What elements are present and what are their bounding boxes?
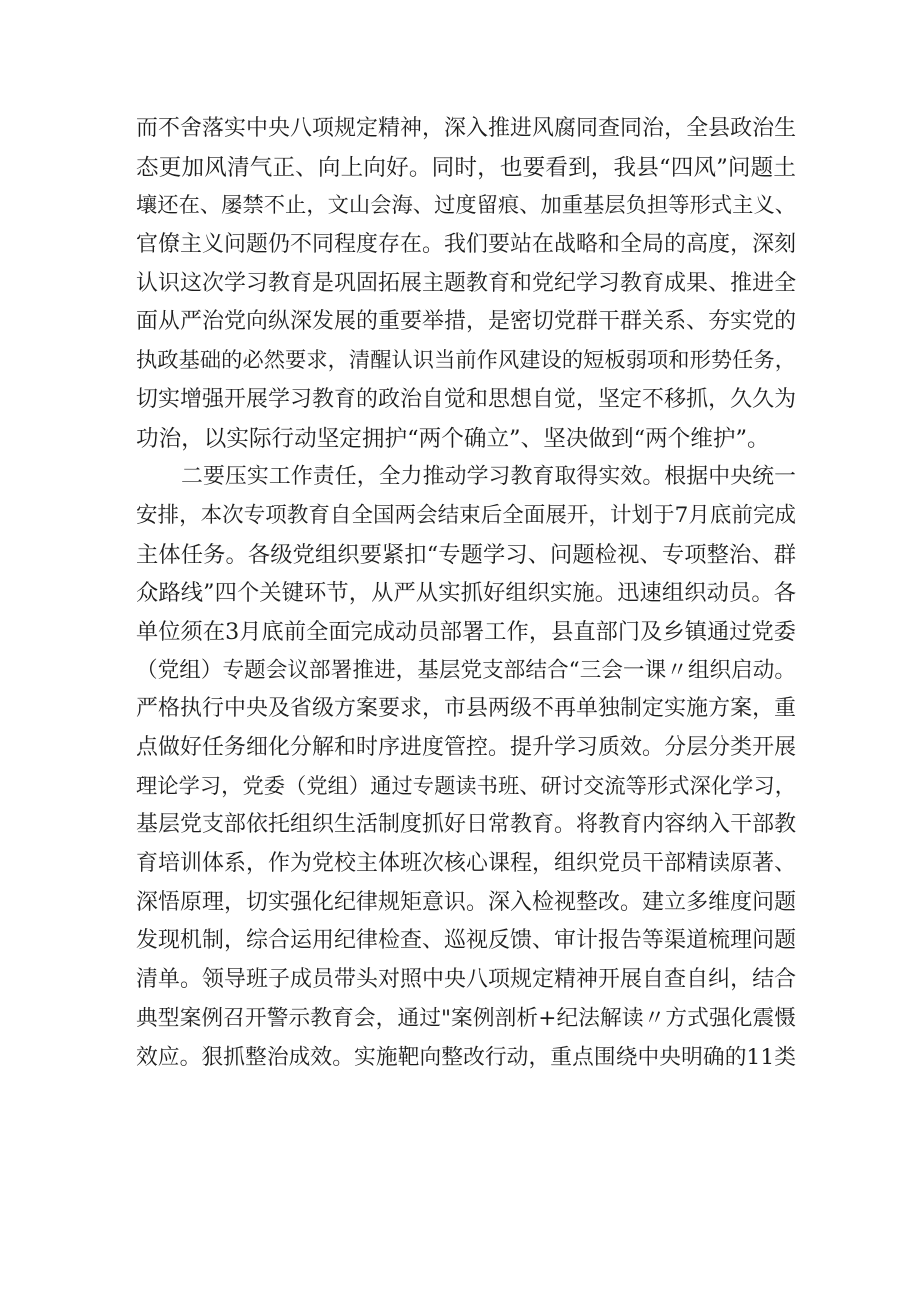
text-line: 清单。领导班子成员带头对照中央八项规定精神开展自查自纠，结合 — [136, 967, 796, 993]
text-line: 点做好任务细化分解和时序进度管控。提升学习质效。分层分类开展 — [136, 735, 796, 760]
text-line: 单位须在3月底前全面完成动员部署工作，县直部门及乡镇通过党委 — [136, 618, 796, 645]
text-line: 效应。狠抓整治成效。实施靶向整改行动，重点围绕中央明确的11类 — [136, 1044, 796, 1070]
text-line: （党组）专题会议部署推进，基层党支部结合“三会一课〃组织启动。 — [136, 657, 796, 683]
text-line: 严格执行中央及省级方案要求，市县两级不再单独制定实施方案，重 — [136, 696, 796, 722]
text-line: 育培训体系，作为党校主体班次核心课程，组织党员干部精读原著、 — [136, 851, 796, 877]
document-body — [136, 110, 796, 1077]
text-line: 主体任务。各级党组织要紧扣“专题学习、问题检视、专项整治、群 — [136, 541, 796, 568]
text-line: 基层党支部依托组织生活制度抓好日常教育。将教育内容纳入干部教 — [136, 812, 796, 838]
text-line: 功治，以实际行动坚定拥护“两个确立”、坚决做到“两个维护”。 — [136, 425, 770, 452]
text-line: 切实增强开展学习教育的政治自觉和思想自觉，坚定不移抓，久久为 — [136, 386, 796, 412]
paragraph-start-line: 二要压实工作责任，全力推动学习教育取得实效。根据中央统一 — [181, 464, 796, 490]
text-line: 典型案例召开警示教育会，通过"案例剖析+纪法解读〃方式强化震慑 — [136, 1005, 796, 1031]
text-line: 理论学习，党委（党组）通过专题读书班、研讨交流等形式深化学习， — [136, 773, 796, 799]
text-line: 安排，本次专项教育自全国两会结束后全面展开，计划于7月底前完成 — [136, 502, 796, 528]
text-line: 发现机制，综合运用纪律检查、巡视反馈、审计报告等渠道梳理问题 — [136, 928, 796, 954]
text-line: 态更加风清气正、向上向好。同时，也要看到，我县“四风”问题土 — [136, 154, 796, 181]
text-line: 认识这次学习教育是巩固拓展主题教育和党纪学习教育成果、推进全 — [136, 270, 796, 296]
text-line: 执政基础的必然要求，清醒认识当前作风建设的短板弱项和形势任务， — [136, 348, 796, 374]
text-line: 深悟原理，切实强化纪律规矩意识。深入检视整改。建立多维度问题 — [136, 889, 796, 915]
text-line: 而不舍落实中央八项规定精神，深入推进风腐同查同治，全县政治生 — [136, 116, 796, 141]
text-line: 壤还在、屡禁不止，文山会海、过度留痕、加重基层负担等形式主义、 — [136, 193, 796, 219]
text-line: 面从严治党向纵深发展的重要举措，是密切党群干群关系、夯实党的 — [136, 309, 796, 335]
text-line: 众路线”四个关键环节，从严从实抓好组织实施。迅速组织动员。各 — [136, 580, 796, 607]
text-line: 官僚主义问题仍不同程度存在。我们要站在战略和全局的高度，深刻 — [136, 232, 796, 258]
